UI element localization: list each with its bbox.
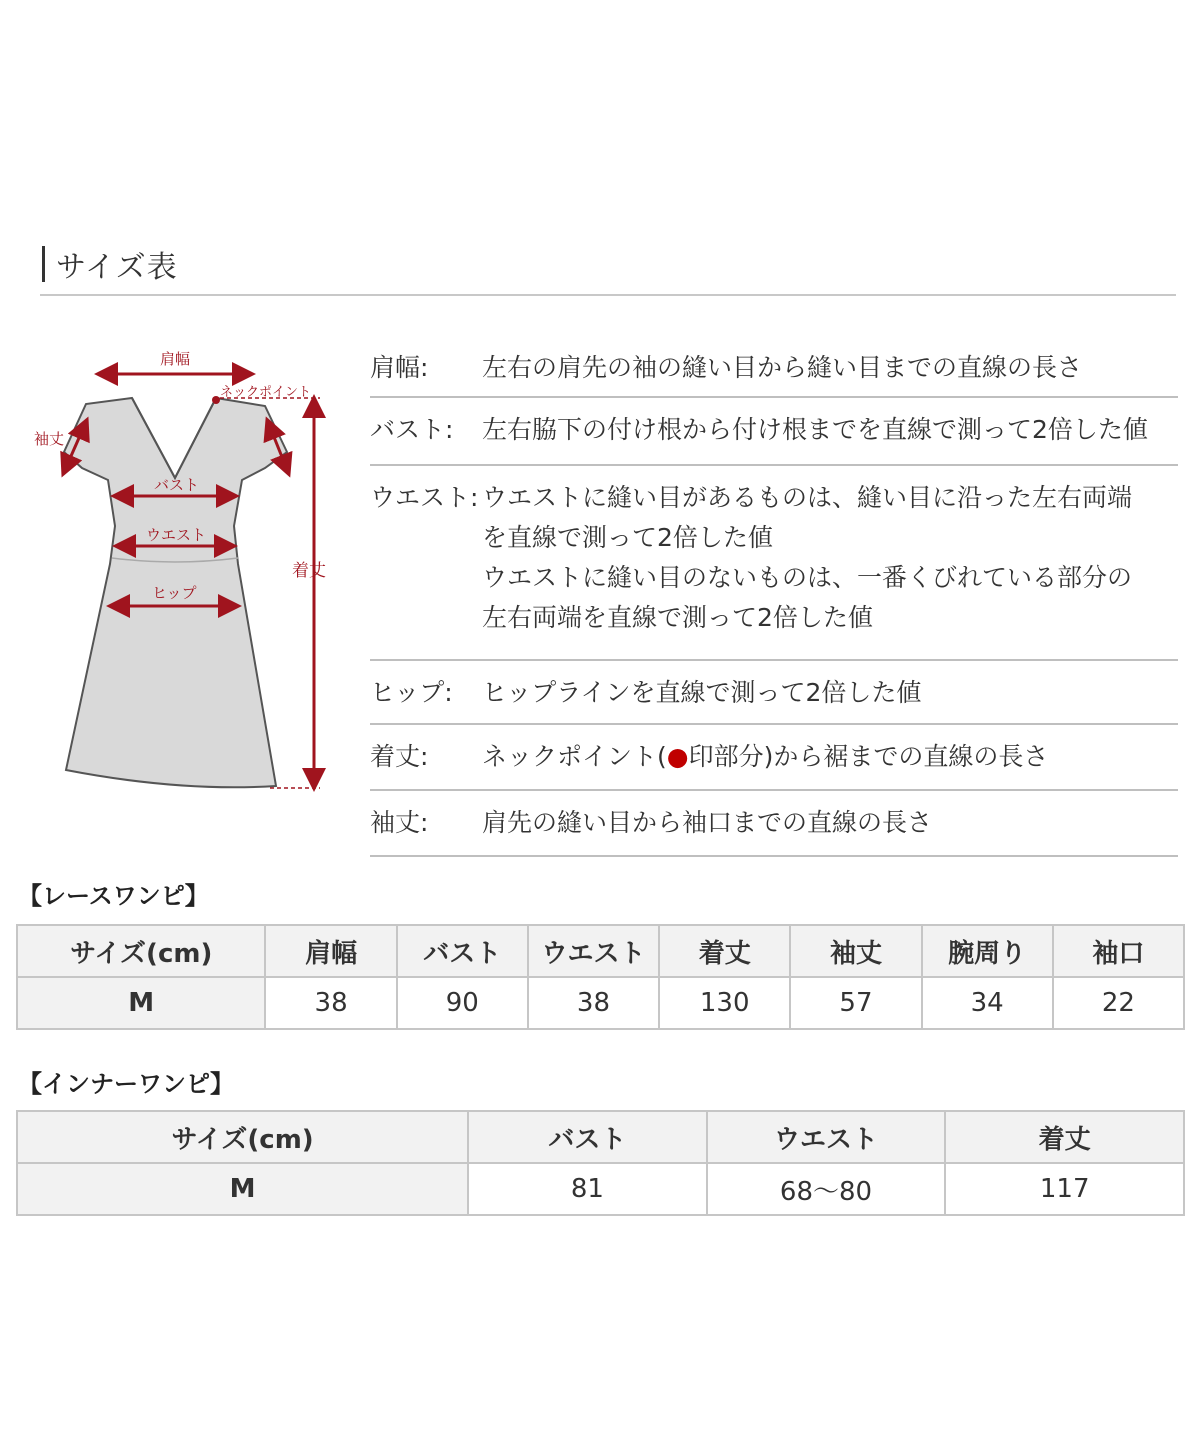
definition-term: ウエスト: bbox=[370, 483, 479, 512]
header-cell: 着丈 bbox=[945, 1111, 1184, 1163]
header-cell: 肩幅 bbox=[265, 925, 396, 977]
neck-point-label: ネックポイント bbox=[220, 385, 312, 400]
row-label-cell: M bbox=[17, 1163, 468, 1215]
length-label: 着丈 bbox=[292, 561, 326, 581]
definition-term: ヒップ: bbox=[370, 678, 453, 707]
size-table-inner bbox=[16, 1110, 1185, 1216]
value-cell: 68〜80 bbox=[707, 1163, 946, 1215]
table2-title: 【インナーワンピ】 bbox=[18, 1070, 234, 1098]
dress-diagram bbox=[20, 340, 350, 810]
definition-text: 印部分)から裾までの直線の長さ bbox=[688, 742, 1049, 771]
row-label-cell: M bbox=[17, 977, 265, 1029]
definition-row bbox=[370, 398, 1178, 466]
definition-desc bbox=[482, 803, 1178, 855]
value-cell: 38 bbox=[528, 977, 659, 1029]
header-cell: サイズ(cm) bbox=[17, 925, 265, 977]
table-row bbox=[17, 1163, 1184, 1215]
value-cell: 117 bbox=[945, 1163, 1184, 1215]
header-cell: 腕周り bbox=[922, 925, 1053, 977]
header-cell: バスト bbox=[468, 1111, 707, 1163]
definition-term: バスト: bbox=[370, 415, 454, 444]
value-cell: 57 bbox=[790, 977, 921, 1029]
table-header-row bbox=[17, 1111, 1184, 1163]
shoulder-label: 肩幅 bbox=[160, 350, 191, 368]
value-cell: 130 bbox=[659, 977, 790, 1029]
red-dot-icon: ● bbox=[666, 742, 689, 771]
definition-row bbox=[370, 791, 1178, 857]
definition-desc bbox=[482, 737, 1178, 789]
definition-term: 袖丈: bbox=[370, 808, 429, 837]
bust-label: バスト bbox=[154, 476, 200, 494]
header-cell: 袖口 bbox=[1053, 925, 1184, 977]
header-accent-bar bbox=[42, 246, 45, 282]
header-cell: ウエスト bbox=[528, 925, 659, 977]
definition-line: ウエストに縫い目があるものは、縫い目に沿った左右両端 bbox=[482, 483, 1133, 512]
value-cell: 22 bbox=[1053, 977, 1184, 1029]
value-cell: 90 bbox=[397, 977, 528, 1029]
definition-line: 肩先の縫い目から袖口までの直線の長さ bbox=[482, 808, 933, 837]
header-cell: 着丈 bbox=[659, 925, 790, 977]
definition-term: 着丈: bbox=[370, 742, 429, 771]
definition-line: 左右の肩先の袖の縫い目から縫い目までの直線の長さ bbox=[482, 353, 1083, 382]
neck-point-dot bbox=[212, 396, 220, 404]
definition-row bbox=[370, 466, 1178, 661]
table-row bbox=[17, 977, 1184, 1029]
definition-desc bbox=[482, 410, 1178, 464]
definition-desc bbox=[482, 673, 1178, 723]
definition-desc bbox=[482, 478, 1178, 659]
value-cell: 38 bbox=[265, 977, 396, 1029]
section-title: サイズ表 bbox=[56, 250, 178, 285]
definition-term: 肩幅: bbox=[370, 353, 429, 382]
definition-desc bbox=[482, 348, 1178, 396]
header-cell: 袖丈 bbox=[790, 925, 921, 977]
definitions-list bbox=[370, 338, 1178, 857]
definition-line: を直線で測って2倍した値 bbox=[482, 523, 773, 552]
header-cell: サイズ(cm) bbox=[17, 1111, 468, 1163]
sleeve-label: 袖丈 bbox=[34, 430, 65, 448]
definition-row bbox=[370, 338, 1178, 398]
header-cell: バスト bbox=[397, 925, 528, 977]
waist-label: ウエスト bbox=[146, 526, 207, 544]
definition-row bbox=[370, 725, 1178, 791]
hip-label: ヒップ bbox=[152, 584, 197, 602]
definition-line: ウエストに縫い目のないものは、一番くびれている部分の bbox=[482, 563, 1133, 592]
header-cell: ウエスト bbox=[707, 1111, 946, 1163]
table1-title: 【レースワンピ】 bbox=[18, 882, 209, 910]
definition-row bbox=[370, 661, 1178, 725]
definition-line: 左右両端を直線で測って2倍した値 bbox=[482, 603, 873, 632]
value-cell: 34 bbox=[922, 977, 1053, 1029]
section-header bbox=[40, 238, 1176, 296]
value-cell: 81 bbox=[468, 1163, 707, 1215]
size-table-lace bbox=[16, 924, 1185, 1030]
table-header-row bbox=[17, 925, 1184, 977]
definition-line: 左右脇下の付け根から付け根までを直線で測って2倍した値 bbox=[482, 415, 1148, 444]
definition-line: ヒップラインを直線で測って2倍した値 bbox=[482, 678, 922, 707]
definition-text: ネックポイント( bbox=[482, 742, 667, 771]
